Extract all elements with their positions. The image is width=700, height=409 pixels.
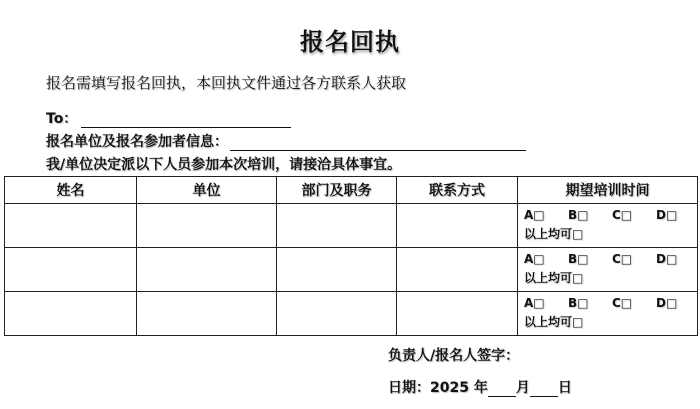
decision-text: 我/单位决定派以下人员参加本次培训，请接洽具体事宜。 [46, 157, 402, 173]
option-b-checkbox[interactable]: B□ [568, 208, 589, 222]
registration-table [4, 176, 698, 336]
date-row [388, 377, 572, 397]
header-contact: 联系方式 [397, 177, 518, 204]
cell-contact[interactable] [397, 204, 518, 248]
option-a-checkbox[interactable]: A□ [524, 252, 545, 266]
to-row [46, 108, 291, 128]
date-label: 日期：2025 年 [388, 380, 488, 396]
cell-contact[interactable] [397, 292, 518, 336]
cell-unit[interactable] [137, 292, 277, 336]
option-d-checkbox[interactable]: D□ [656, 208, 678, 222]
option-d-checkbox[interactable]: D□ [656, 296, 678, 310]
option-all-checkbox[interactable]: 以上均可□ [524, 315, 584, 329]
table-row [5, 248, 698, 292]
month-field[interactable] [488, 382, 516, 397]
option-c-checkbox[interactable]: C□ [612, 296, 633, 310]
option-row [524, 206, 697, 225]
cell-name[interactable] [5, 248, 137, 292]
cell-name[interactable] [5, 292, 137, 336]
cell-department[interactable] [277, 292, 397, 336]
header-unit: 单位 [137, 177, 277, 204]
cell-unit[interactable] [137, 248, 277, 292]
table-row [5, 204, 698, 248]
option-a-checkbox[interactable]: A□ [524, 208, 545, 222]
intro-text: 报名需填写报名回执，本回执文件通过各方联系人获取 [46, 74, 407, 92]
cell-unit[interactable] [137, 204, 277, 248]
cell-training-time [518, 248, 698, 292]
header-training-time: 期望培训时间 [518, 177, 698, 204]
option-row [524, 294, 697, 313]
option-c-checkbox[interactable]: C□ [612, 208, 633, 222]
cell-name[interactable] [5, 204, 137, 248]
option-a-checkbox[interactable]: A□ [524, 296, 545, 310]
cell-training-time [518, 292, 698, 336]
day-field[interactable] [530, 382, 558, 397]
day-label: 日 [557, 380, 572, 396]
unit-label: 报名单位及报名参加者信息： [46, 134, 228, 150]
header-department: 部门及职务 [277, 177, 397, 204]
option-all-checkbox[interactable]: 以上均可□ [524, 227, 584, 241]
cell-contact[interactable] [397, 248, 518, 292]
cell-department[interactable] [277, 248, 397, 292]
option-b-checkbox[interactable]: B□ [568, 252, 589, 266]
table-header-row [5, 177, 698, 204]
unit-field[interactable] [230, 136, 526, 151]
page-title: 报名回执 [300, 28, 400, 56]
option-c-checkbox[interactable]: C□ [612, 252, 633, 266]
option-b-checkbox[interactable]: B□ [568, 296, 589, 310]
table-row [5, 292, 698, 336]
header-name: 姓名 [5, 177, 137, 204]
unit-row [46, 131, 526, 151]
cell-department[interactable] [277, 204, 397, 248]
option-row [524, 250, 697, 269]
option-d-checkbox[interactable]: D□ [656, 252, 678, 266]
cell-training-time [518, 204, 698, 248]
to-label: To： [46, 111, 78, 127]
to-field[interactable] [81, 113, 291, 128]
option-all-checkbox[interactable]: 以上均可□ [524, 271, 584, 285]
signature-label: 负责人/报名人签字： [388, 348, 520, 364]
month-label: 月 [515, 380, 530, 396]
